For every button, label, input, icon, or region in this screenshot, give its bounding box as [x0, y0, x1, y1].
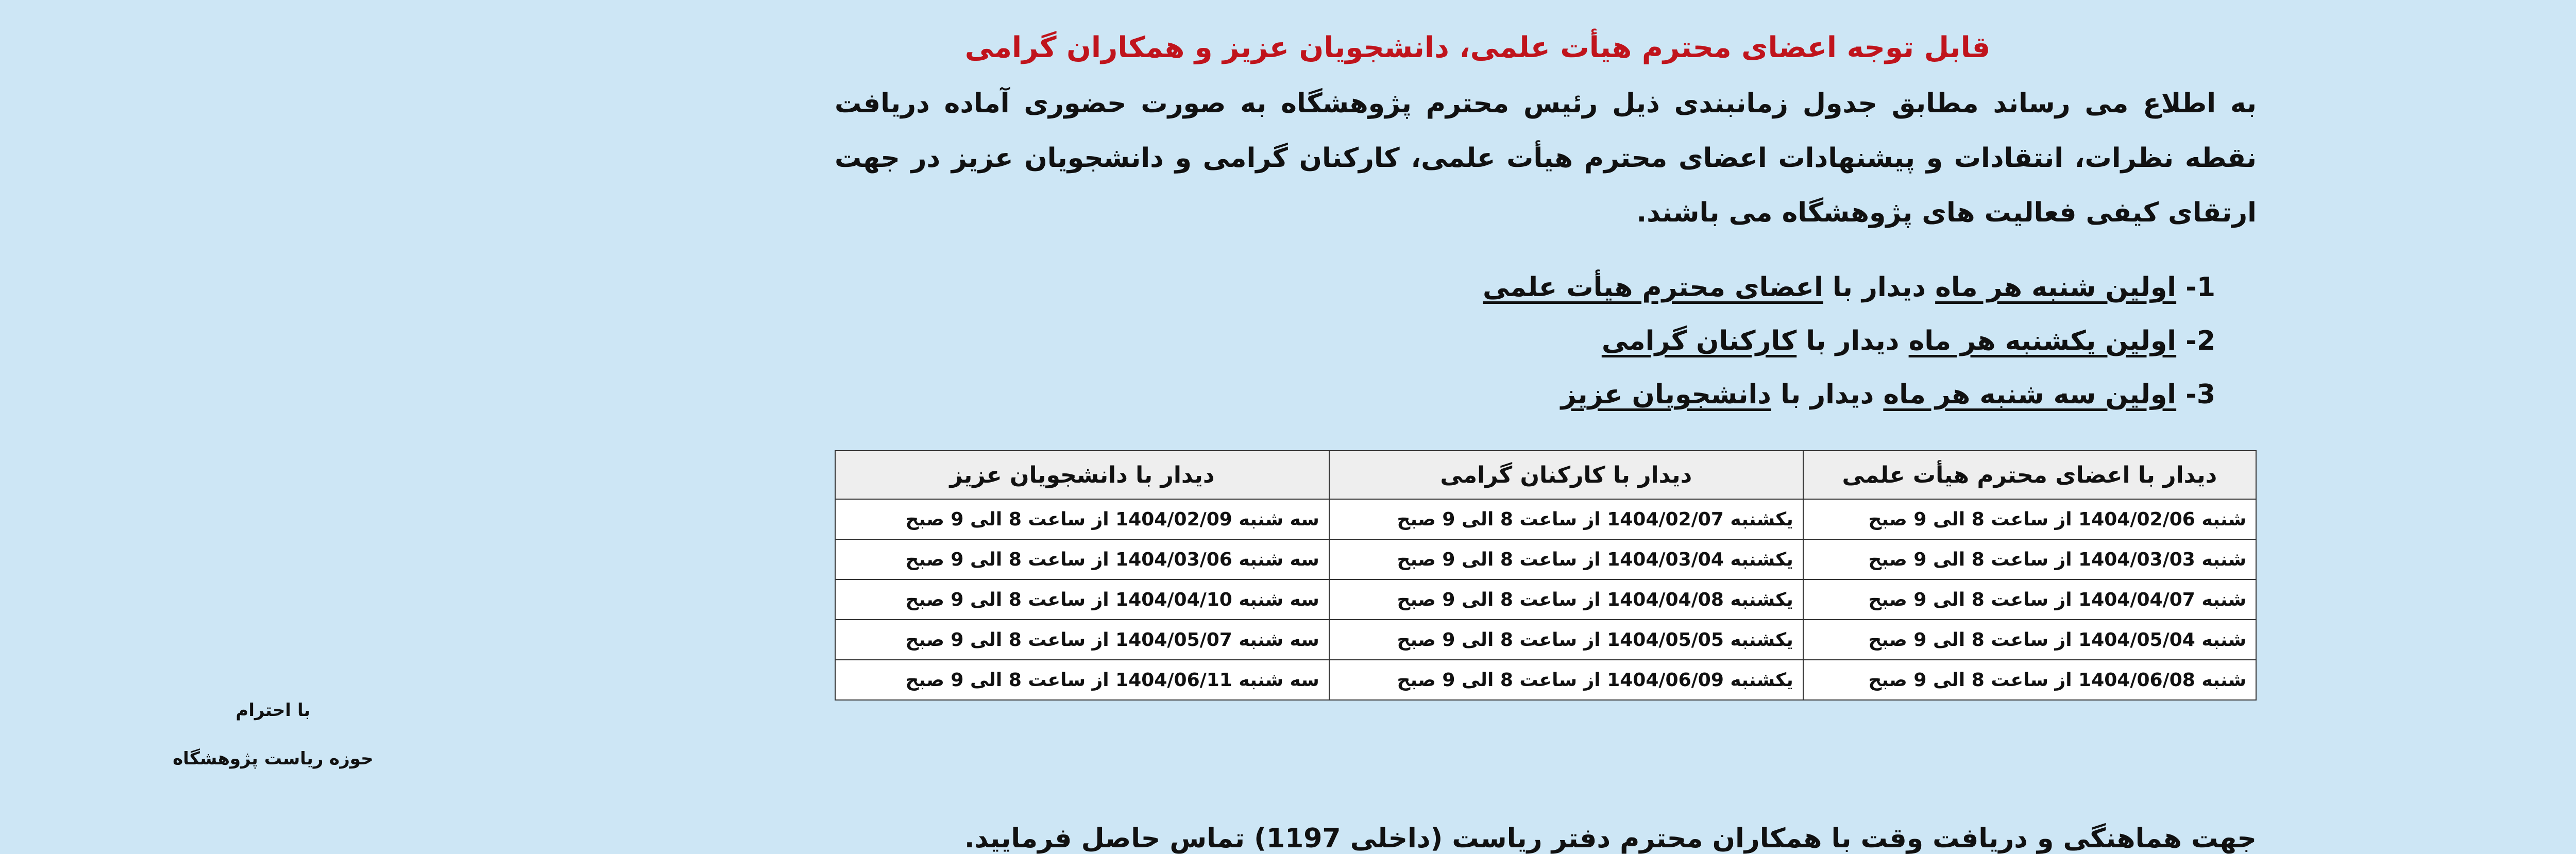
signature-office: حوزه ریاست پژوهشگاه: [173, 748, 374, 769]
column-header-staff: دیدار با کارکنان گرامی: [1329, 451, 1803, 499]
meeting-who: دانشجویان عزیز: [1561, 379, 1771, 410]
meeting-item-students: [1483, 368, 2215, 421]
table-cell: سه شنبه 1404/06/11 از ساعت 8 الی 9 صبح: [835, 660, 1329, 700]
meeting-with: دیدار با: [1806, 326, 1900, 356]
meeting-who: کارکنان گرامی: [1601, 326, 1797, 356]
page-title: قابل توجه اعضای محترم هیأت علمی، دانشجویان عزیز و همکاران گرامی: [964, 30, 1991, 64]
meeting-item-faculty: [1483, 261, 2215, 314]
table-row: [835, 620, 2256, 660]
schedule-table: [835, 450, 2257, 701]
table-row: [835, 579, 2256, 620]
column-header-faculty: دیدار با اعضای محترم هیأت علمی: [1803, 451, 2256, 499]
meeting-when: اولین سه شنبه هر ماه: [1883, 379, 2177, 410]
meeting-who: اعضای محترم هیأت علمی: [1483, 272, 1823, 303]
table-cell: یکشنبه 1404/02/07 از ساعت 8 الی 9 صبح: [1329, 499, 1803, 539]
table-cell: یکشنبه 1404/03/04 از ساعت 8 الی 9 صبح: [1329, 539, 1803, 579]
meeting-when: اولین یکشنبه هر ماه: [1908, 326, 2177, 356]
table-row: [835, 539, 2256, 579]
table-cell: سه شنبه 1404/04/10 از ساعت 8 الی 9 صبح: [835, 579, 1329, 620]
table-cell: شنبه 1404/04/07 از ساعت 8 الی 9 صبح: [1803, 579, 2256, 620]
meeting-number: 1-: [2185, 272, 2215, 303]
table-cell: شنبه 1404/05/04 از ساعت 8 الی 9 صبح: [1803, 620, 2256, 660]
table-cell: شنبه 1404/03/03 از ساعت 8 الی 9 صبح: [1803, 539, 2256, 579]
meeting-with: دیدار با: [1781, 379, 1874, 410]
table-cell: شنبه 1404/02/06 از ساعت 8 الی 9 صبح: [1803, 499, 2256, 539]
table-row: [835, 499, 2256, 539]
table-cell: سه شنبه 1404/02/09 از ساعت 8 الی 9 صبح: [835, 499, 1329, 539]
meeting-number: 3-: [2185, 379, 2215, 410]
meeting-number: 2-: [2185, 326, 2215, 356]
signature-closing: با احترام: [235, 700, 311, 721]
table-cell: شنبه 1404/06/08 از ساعت 8 الی 9 صبح: [1803, 660, 2256, 700]
table-cell: یکشنبه 1404/06/09 از ساعت 8 الی 9 صبح: [1329, 660, 1803, 700]
meeting-list: [1483, 261, 2215, 421]
column-header-students: دیدار با دانشجویان عزیز: [835, 451, 1329, 499]
table-header-row: [835, 451, 2256, 499]
table-row: [835, 660, 2256, 700]
table-cell: سه شنبه 1404/05/07 از ساعت 8 الی 9 صبح: [835, 620, 1329, 660]
meeting-item-staff: [1483, 314, 2215, 368]
signature-block: [129, 698, 417, 771]
meeting-when: اولین شنبه هر ماه: [1935, 272, 2177, 303]
announcement-content: [835, 76, 2257, 854]
intro-paragraph: به اطلاع می رساند مطابق جدول زمانبندی ذیل رئیس محترم پژوهشگاه به صورت حضوری آماده دریافت نقطه نظرات، انتقادات و پیشنهادات اعضای محترم هیأت علمی، کارکنان گرامی و دانشجویان عزیز در جهت ارتقای کیفی فعالیت های پژوهشگاه می باشند.: [835, 88, 2257, 228]
meeting-with: دیدار با: [1832, 272, 1926, 303]
table-cell: سه شنبه 1404/03/06 از ساعت 8 الی 9 صبح: [835, 539, 1329, 579]
table-cell: یکشنبه 1404/05/05 از ساعت 8 الی 9 صبح: [1329, 620, 1803, 660]
contact-note: جهت هماهنگی و دریافت وقت با همکاران محترم دفتر ریاست (داخلی 1197) تماس حاصل فرمایید.: [964, 823, 2257, 854]
table-cell: یکشنبه 1404/04/08 از ساعت 8 الی 9 صبح: [1329, 579, 1803, 620]
